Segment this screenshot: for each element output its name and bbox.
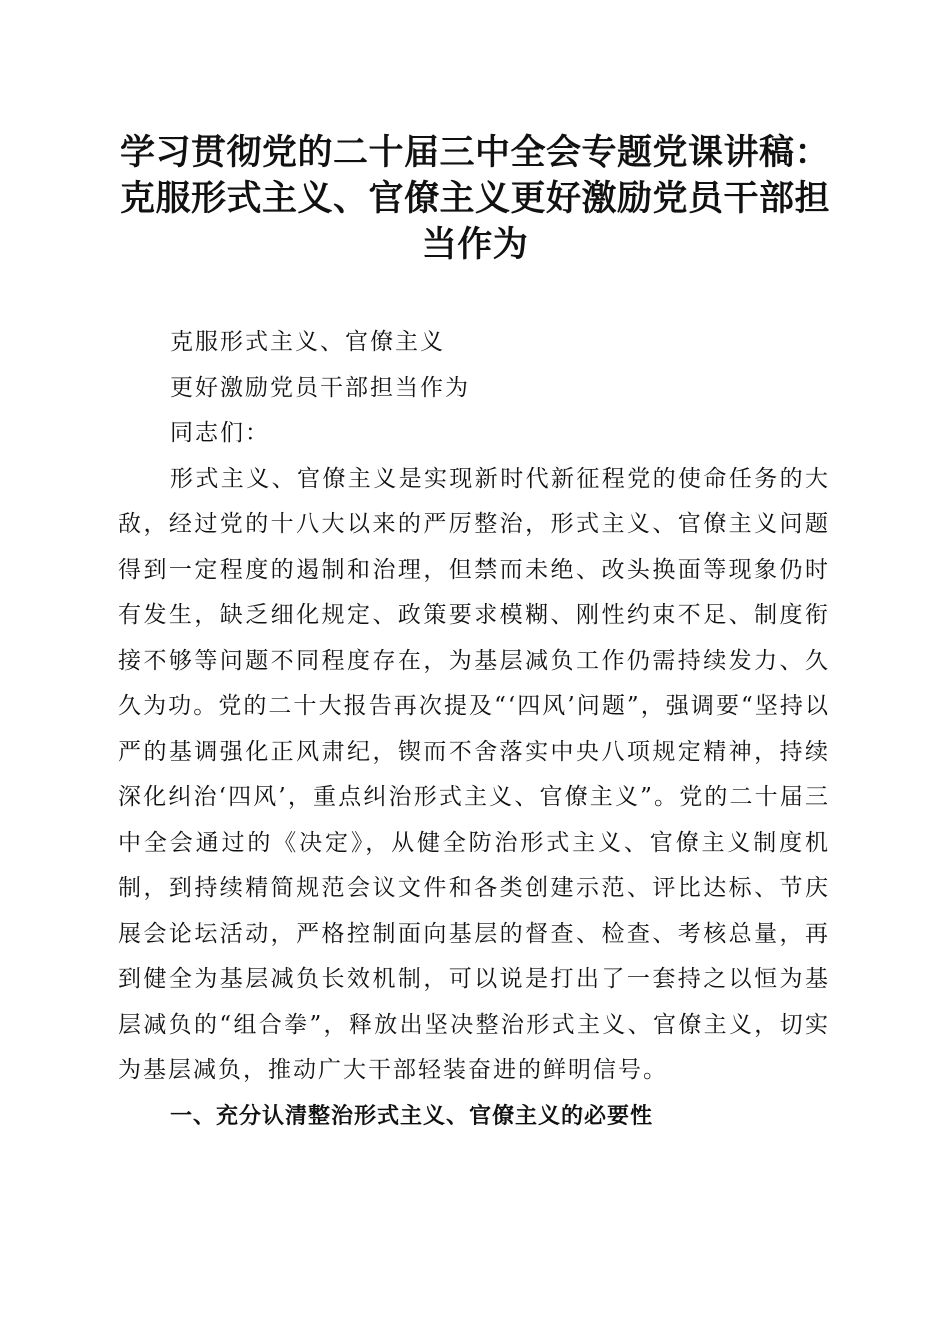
title-line-1: 学习贯彻党的二十届三中全会专题党课讲稿： (119, 132, 830, 173)
document-title (110, 130, 840, 268)
salutation: 同志们： (170, 420, 270, 446)
subtitle-line-2: 更好激励党员干部担当作为 (170, 374, 470, 401)
body-paragraph-1: 形式主义、官僚主义是实现新时代新征程党的使命任务的大敌，经过党的十八大以来的严厉整治，形式主义、官僚主义问题得到一定程度的遏制和治理，但禁而未绝、改头换面等现象仍时有发生，缺乏细化规定、政策要求模糊、刚性约束不足、制度衔接不够等问题不同程度存在，为基层减负工作仍需持续发力、久久为功。党的二十大报告再次提及“‘四风’问题”，强调要“坚持以严的基调强化正风肃纪，锲而不舍落实中央八项规定精神，持续深化纠治‘四风’，重点纠治形式主义、官僚主义”。党的二十届三中全会通过的《决定》，从健全防治形式主义、官僚主义制度机制，到持续精简规范会议文件和各类创建示范、评比达标、节庆展会论坛活动，严格控制面向基层的督查、检查、考核总量，再到健全为基层减负长效机制，可以说是打出了一套持之以恒为基层减负的“组合拳”，释放出坚决整治形式主义、官僚主义，切实为基层减负，推动广大干部轻装奋进的鲜明信号。 (118, 465, 830, 1083)
section-heading-1: 一、充分认清整治形式主义、官僚主义的必要性 (170, 1103, 654, 1129)
title-line-3: 当作为 (421, 224, 529, 265)
document-body (118, 320, 830, 1139)
subtitle-line-1: 克服形式主义、官僚主义 (170, 329, 445, 355)
title-line-2: 克服形式主义、官僚主义更好激励党员干部担 (119, 178, 830, 219)
